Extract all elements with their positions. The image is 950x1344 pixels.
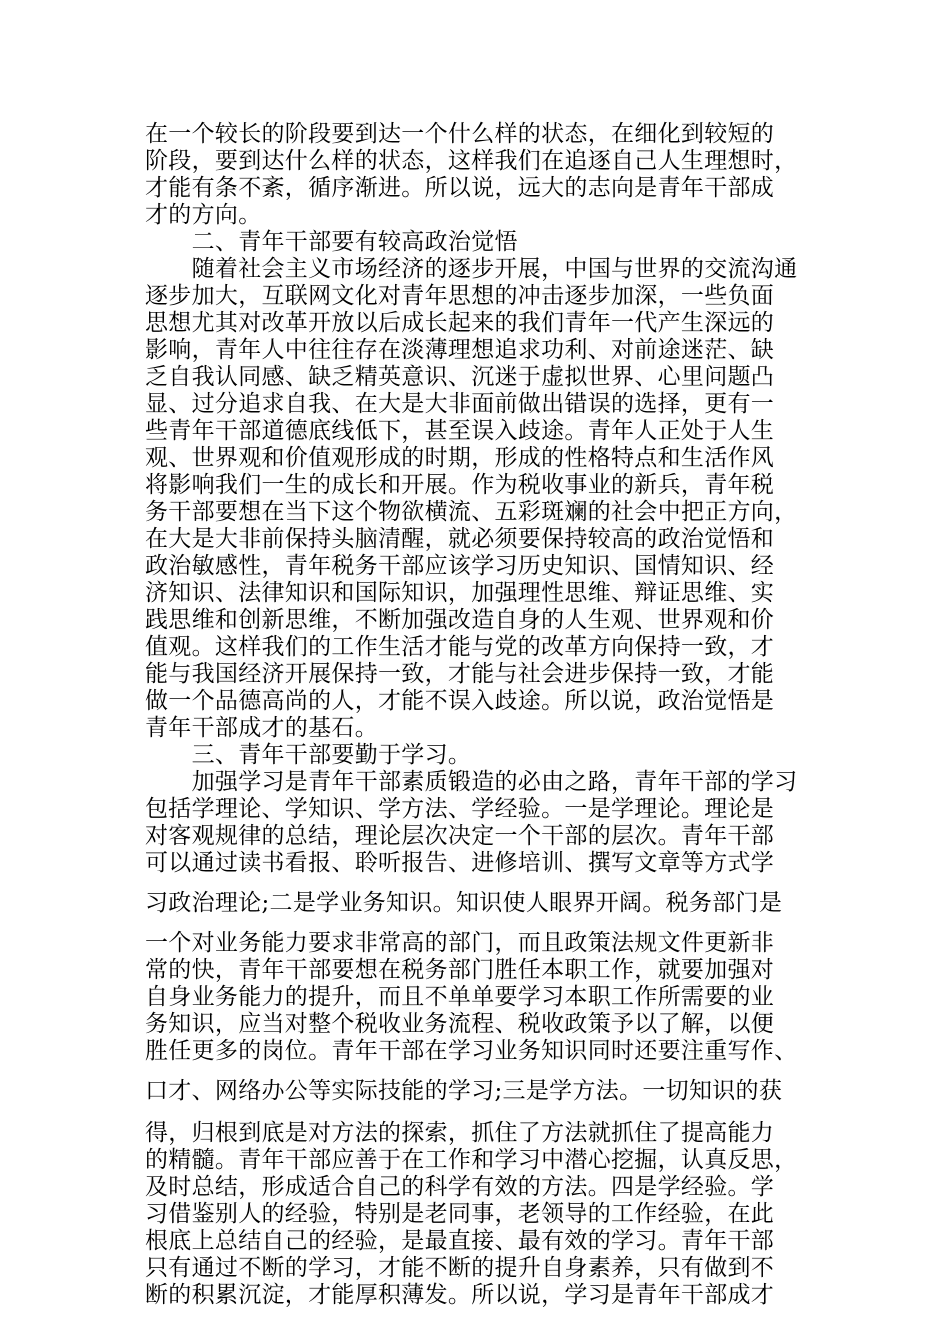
text-line: 口才、网络办公等实际技能的学习;三是学方法。一切知识的获 [145, 1078, 783, 1104]
text-line: 值观。这样我们的工作生活才能与党的改革方向保持一致，才 [145, 634, 775, 660]
text-line: 乏自我认同感、缺乏精英意识、沉迷于虚拟世界、心里问题凸 [145, 364, 775, 390]
text-line: 将影响我们一生的成长和开展。作为税收事业的新兵，青年税 [145, 472, 775, 498]
text-line: 才的方向。 [145, 202, 262, 228]
text-line: 对客观规律的总结，理论层次决定一个干部的层次。青年干部 [145, 823, 775, 849]
text-line: 思想尤其对改革开放以后成长起来的我们青年一代产生深远的 [145, 310, 775, 336]
section-heading: 三、青年干部要勤于学习。 [145, 742, 472, 768]
text-line: 在大是大非前保持头脑清醒，就必须要保持较高的政治觉悟和 [145, 526, 775, 552]
text-line: 断的积累沉淀，才能厚积薄发。所以说，学习是青年干部成才 [145, 1282, 775, 1308]
text-line: 习借鉴别人的经验，特别是老同事，老领导的工作经验，在此 [145, 1201, 775, 1227]
text-line: 加强学习是青年干部素质锻造的必由之路，青年干部的学习 [145, 769, 798, 795]
text-line: 的精髓。青年干部应善于在工作和学习中潜心挖掘，认真反思， [145, 1147, 798, 1173]
text-line: 青年干部成才的基石。 [145, 715, 378, 741]
text-line: 阶段，要到达什么样的状态，这样我们在追逐自己人生理想时， [145, 148, 798, 174]
section-heading: 二、青年干部要有较高政治觉悟 [145, 229, 518, 255]
text-line: 胜任更多的岗位。青年干部在学习业务知识同时还要注重写作、 [145, 1038, 798, 1064]
text-line: 务知识，应当对整个税收业务流程、税收政策予以了解，以便 [145, 1011, 775, 1037]
text-line: 及时总结，形成适合自己的科学有效的方法。四是学经验。学 [145, 1174, 775, 1200]
text-line: 显、过分追求自我、在大是大非面前做出错误的选择，更有一 [145, 391, 775, 417]
text-line: 在一个较长的阶段要到达一个什么样的状态，在细化到较短的 [145, 121, 775, 147]
text-line: 济知识、法律知识和国际知识，加强理性思维、辩证思维、实 [145, 580, 775, 606]
text-line: 自身业务能力的提升，而且不单单要学习本职工作所需要的业 [145, 984, 775, 1010]
text-line: 影响，青年人中往往存在淡薄理想追求功利、对前途迷茫、缺 [145, 337, 775, 363]
text-line: 包括学理论、学知识、学方法、学经验。一是学理论。理论是 [145, 796, 775, 822]
text-line: 得，归根到底是对方法的探索，抓住了方法就抓住了提高能力 [145, 1120, 775, 1146]
text-line: 根底上总结自己的经验，是最直接、最有效的学习。青年干部 [145, 1228, 775, 1254]
text-line: 才能有条不紊，循序渐进。所以说，远大的志向是青年干部成 [145, 175, 775, 201]
text-line: 观、世界观和价值观形成的时期，形成的性格特点和生活作风 [145, 445, 775, 471]
text-line: 政治敏感性，青年税务干部应该学习历史知识、国情知识、经 [145, 553, 775, 579]
text-line: 常的快，青年干部要想在税务部门胜任本职工作，就要加强对 [145, 957, 775, 983]
text-line: 践思维和创新思维，不断加强改造自身的人生观、世界观和价 [145, 607, 775, 633]
text-line: 逐步加大，互联网文化对青年思想的冲击逐步加深，一些负面 [145, 283, 775, 309]
text-line: 习政治理论;二是学业务知识。知识使人眼界开阔。税务部门是 [145, 890, 783, 916]
text-line: 随着社会主义市场经济的逐步开展，中国与世界的交流沟通 [145, 256, 798, 282]
text-line: 些青年干部道德底线低下，甚至误入歧途。青年人正处于人生 [145, 418, 775, 444]
text-line: 只有通过不断的学习，才能不断的提升自身素养，只有做到不 [145, 1255, 775, 1281]
text-line: 做一个品德高尚的人，才能不误入歧途。所以说，政治觉悟是 [145, 688, 775, 714]
text-line: 务干部要想在当下这个物欲横流、五彩斑斓的社会中把正方向， [145, 499, 798, 525]
text-line: 可以通过读书看报、聆听报告、进修培训、撰写文章等方式学 [145, 850, 775, 876]
text-line: 一个对业务能力要求非常高的部门，而且政策法规文件更新非 [145, 930, 775, 956]
text-line: 能与我国经济开展保持一致，才能与社会进步保持一致，才能 [145, 661, 775, 687]
